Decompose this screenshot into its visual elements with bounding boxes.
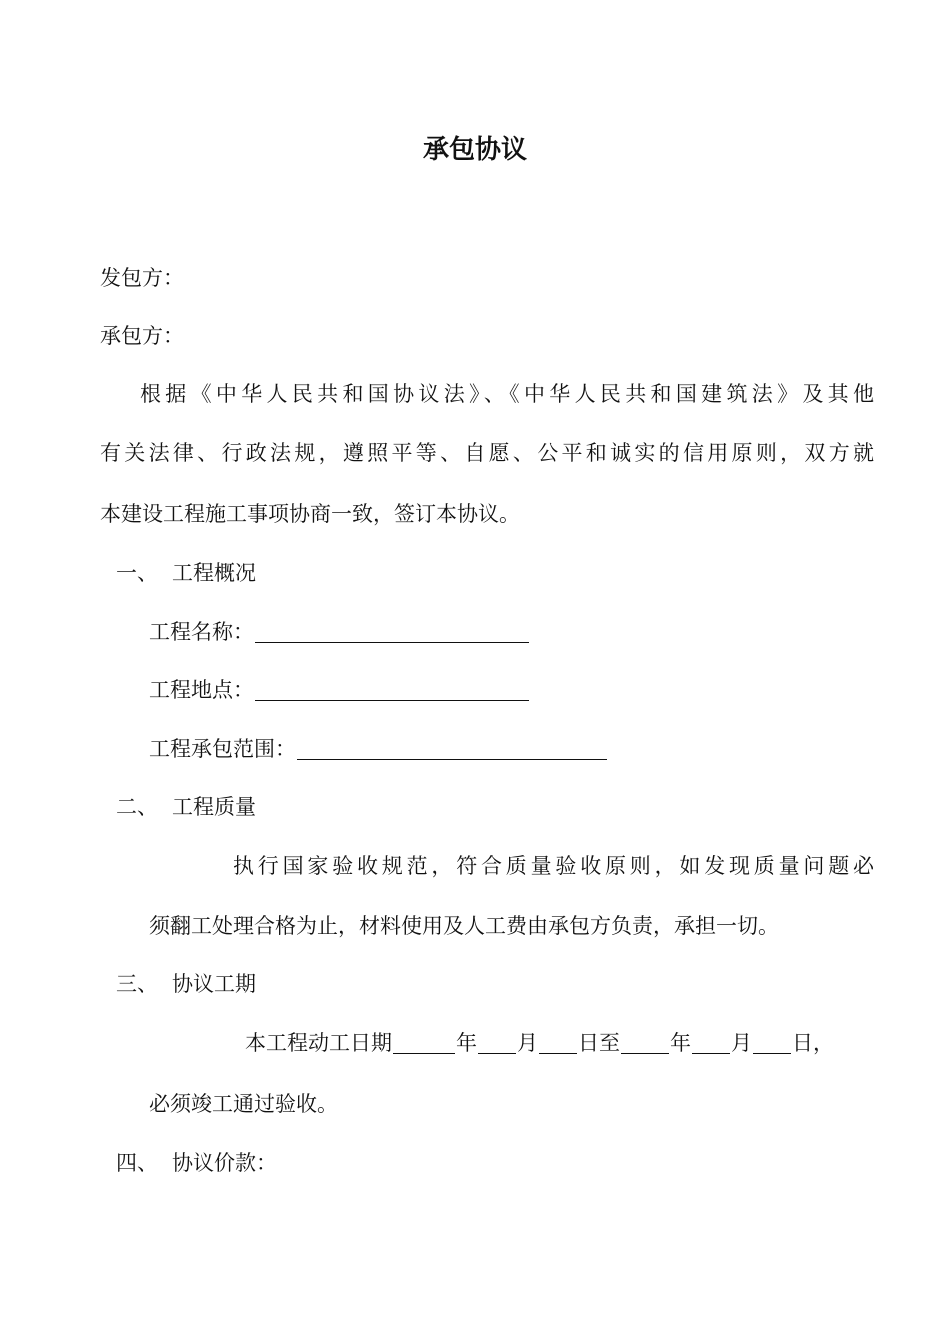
section-2-title: 工程质量	[172, 795, 256, 819]
section-1-title: 工程概况	[172, 561, 256, 585]
schedule-comma: ，	[813, 1031, 834, 1055]
section-3-number: 三、	[116, 972, 158, 996]
project-scope-blank[interactable]	[297, 737, 607, 760]
project-location-blank[interactable]	[255, 678, 529, 701]
quality-line-1: 执行国家验收规范，符合质量验收原则，如发现质量问题必	[233, 854, 874, 878]
end-month-unit: 月	[731, 1031, 752, 1055]
section-3-heading	[116, 968, 256, 1000]
schedule-row	[245, 1027, 834, 1059]
start-month-blank[interactable]	[478, 1031, 516, 1054]
end-day-unit: 日	[792, 1031, 813, 1055]
schedule-line-2: 必须竣工通过验收。	[149, 1092, 338, 1116]
end-day-blank[interactable]	[753, 1031, 791, 1054]
project-location-label: 工程地点：	[149, 678, 254, 702]
party-b-label: 承包方：	[100, 324, 184, 348]
start-year-unit: 年	[456, 1031, 477, 1055]
section-2-number: 二、	[116, 795, 158, 819]
start-month-unit: 月	[517, 1031, 538, 1055]
section-4-number: 四、	[116, 1151, 158, 1175]
section-3-title: 协议工期	[172, 972, 256, 996]
preamble-line-1: 根据《中华人民共和国协议法》、《中华人民共和国建筑法》及其他	[140, 382, 874, 406]
project-scope-row	[149, 733, 608, 765]
section-1-heading	[116, 557, 256, 589]
end-year-blank[interactable]	[621, 1031, 669, 1054]
project-scope-label: 工程承包范围：	[149, 737, 296, 761]
section-2-heading	[116, 791, 256, 823]
quality-line-2: 须翻工处理合格为止，材料使用及人工费由承包方负责，承担一切。	[149, 914, 779, 938]
project-location-row	[149, 674, 530, 706]
preamble-line-2: 有关法律、行政法规，遵照平等、自愿、公平和诚实的信用原则，双方就	[100, 441, 874, 465]
schedule-to: 至	[599, 1031, 620, 1055]
project-name-label: 工程名称：	[149, 620, 254, 644]
project-name-row	[149, 616, 530, 648]
end-month-blank[interactable]	[692, 1031, 730, 1054]
section-4-title: 协议价款：	[172, 1151, 277, 1175]
end-year-unit: 年	[670, 1031, 691, 1055]
document-title: 承包协议	[422, 135, 527, 165]
section-4-heading	[116, 1147, 277, 1179]
project-name-blank[interactable]	[255, 620, 529, 643]
start-year-blank[interactable]	[393, 1031, 455, 1054]
schedule-start-prefix: 本工程动工日期	[245, 1031, 392, 1055]
party-a-label: 发包方：	[100, 266, 184, 290]
preamble-line-3: 本建设工程施工事项协商一致，签订本协议。	[100, 502, 520, 526]
start-day-blank[interactable]	[539, 1031, 577, 1054]
section-1-number: 一、	[116, 561, 158, 585]
start-day-unit: 日	[578, 1031, 599, 1055]
